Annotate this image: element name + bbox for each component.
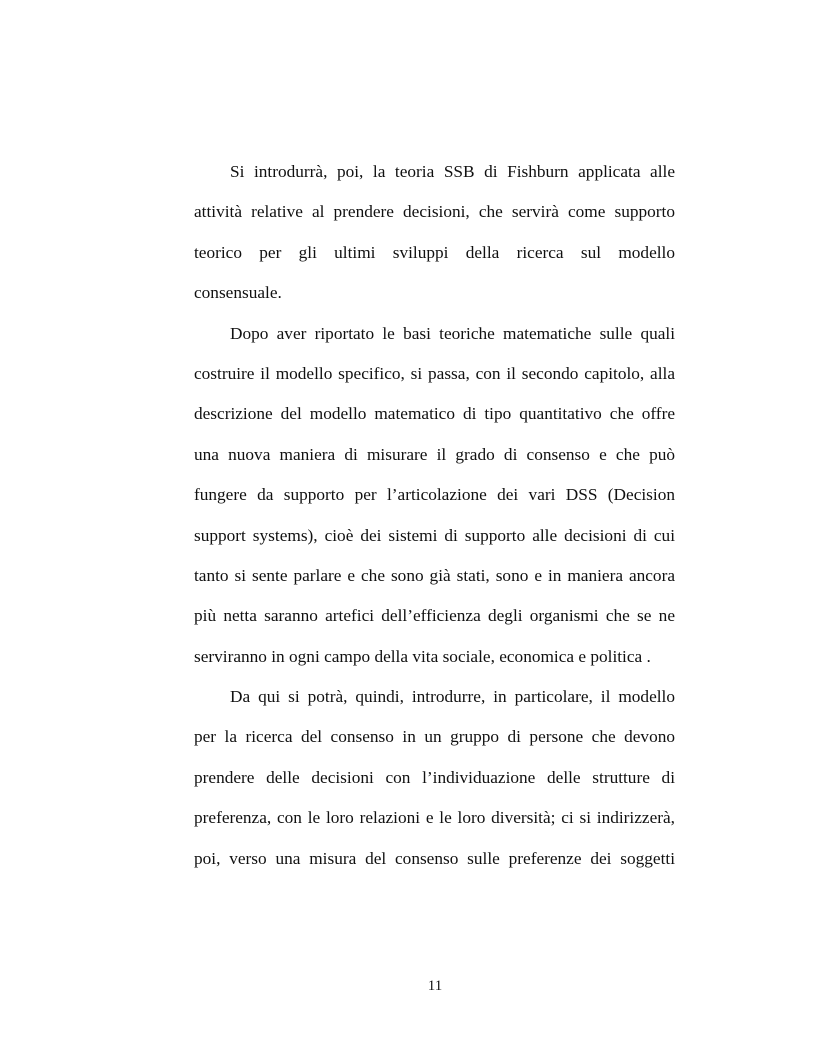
text-line: Dopo aver riportato le basi teoriche matematiche sulle quali	[230, 323, 675, 343]
text-line: poi, verso una misura del consenso sulle preferenze dei soggetti	[194, 848, 675, 868]
page-number: 11	[427, 978, 443, 994]
text-line: Da qui si potrà, quindi, introdurre, in particolare, il modello	[230, 687, 675, 707]
text-line: prendere delle decisioni con l’individuazione delle strutture di	[194, 767, 675, 787]
text-line: attività relative al prendere decisioni, che servirà come supporto	[194, 202, 675, 222]
text-line: support systems), cioè dei sistemi di supporto alle decisioni di cui	[194, 525, 675, 545]
text-line: descrizione del modello matematico di tipo quantitativo che offre	[194, 404, 675, 424]
text-line: per la ricerca del consenso in un gruppo di persone che devono	[194, 727, 675, 747]
paragraph-3	[194, 677, 675, 879]
text-line: fungere da supporto per l’articolazione dei vari DSS (Decision	[194, 485, 675, 505]
text-line: una nuova maniera di misurare il grado di consenso e che può	[194, 444, 675, 464]
text-line: costruire il modello specifico, si passa, con il secondo capitolo, alla	[194, 363, 675, 383]
text-line: tanto si sente parlare e che sono già stati, sono e in maniera ancora	[194, 565, 675, 585]
text-line: più netta saranno artefici dell’efficienza degli organismi che se ne	[194, 606, 675, 626]
text-line: Si introdurrà, poi, la teoria SSB di Fishburn applicata alle	[230, 162, 675, 181]
text-line: preferenza, con le loro relazioni e le loro diversità; ci si indirizzerà,	[194, 808, 675, 828]
paragraph-2	[194, 314, 675, 678]
text-line: serviranno in ogni campo della vita sociale, economica e politica .	[194, 646, 651, 666]
body-text	[194, 152, 675, 879]
text-line: teorico per gli ultimi sviluppi della ricerca sul modello	[194, 242, 675, 262]
paragraph-1	[194, 152, 675, 314]
text-line: consensuale.	[194, 283, 282, 303]
